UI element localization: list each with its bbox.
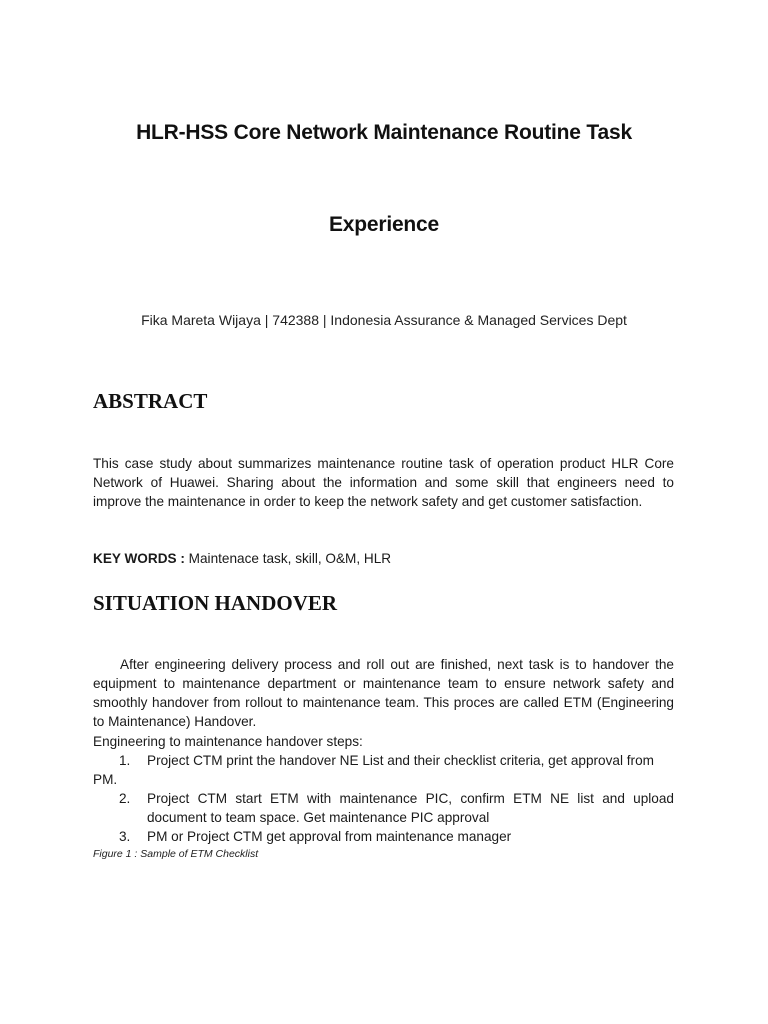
list-item <box>93 751 674 770</box>
handover-body: After engineering delivery process and roll out are finished, next task is to handover the equipment to maintenance department or maintenance team to ensure network safety and smoothly handover from rollout to maintenance team. This proces are called ETM (Engineering to Maintenance) Handover. <box>93 657 674 729</box>
step-text: Project CTM start ETM with maintenance PIC, confirm ETM NE list and upload document to team space. Get maintenance PIC approval <box>147 791 674 825</box>
abstract-heading: ABSTRACT <box>93 389 208 413</box>
situation-handover-heading: SITUATION HANDOVER <box>93 591 338 615</box>
step-text: PM or Project CTM get approval from maintenance manager <box>147 829 512 844</box>
step-text-continuation: PM. <box>93 772 118 787</box>
keywords-line <box>93 549 674 568</box>
step-number: 2. <box>119 791 131 806</box>
document-title-line1: HLR-HSS Core Network Maintenance Routine Task <box>136 121 632 144</box>
list-item <box>93 827 674 846</box>
keywords-label: KEY WORDS : <box>93 551 185 566</box>
figure-caption: Figure 1 : Sample of ETM Checklist <box>93 848 259 860</box>
author-line: Fika Mareta Wijaya | 742388 | Indonesia Assurance & Managed Services Dept <box>141 312 627 328</box>
step-text: Project CTM print the handover NE List and their checklist criteria, get approval from <box>147 753 654 768</box>
keywords-value: Maintenace task, skill, O&M, HLR <box>184 551 392 566</box>
steps-label: Engineering to maintenance handover steps: <box>93 734 363 749</box>
handover-steps-list <box>93 751 674 846</box>
abstract-body: This case study about summarizes maintenance routine task of operation product HLR Core Network of Huawei. Sharing about the information and some skill that engineers need to improve the maintenance in order to keep the network safety and get customer satisfaction. <box>93 456 674 509</box>
step-number: 1. <box>119 753 131 768</box>
list-item <box>93 789 674 827</box>
document-title-line2: Experience <box>328 213 440 236</box>
step-number: 3. <box>119 829 131 844</box>
list-item-continuation <box>93 770 674 789</box>
